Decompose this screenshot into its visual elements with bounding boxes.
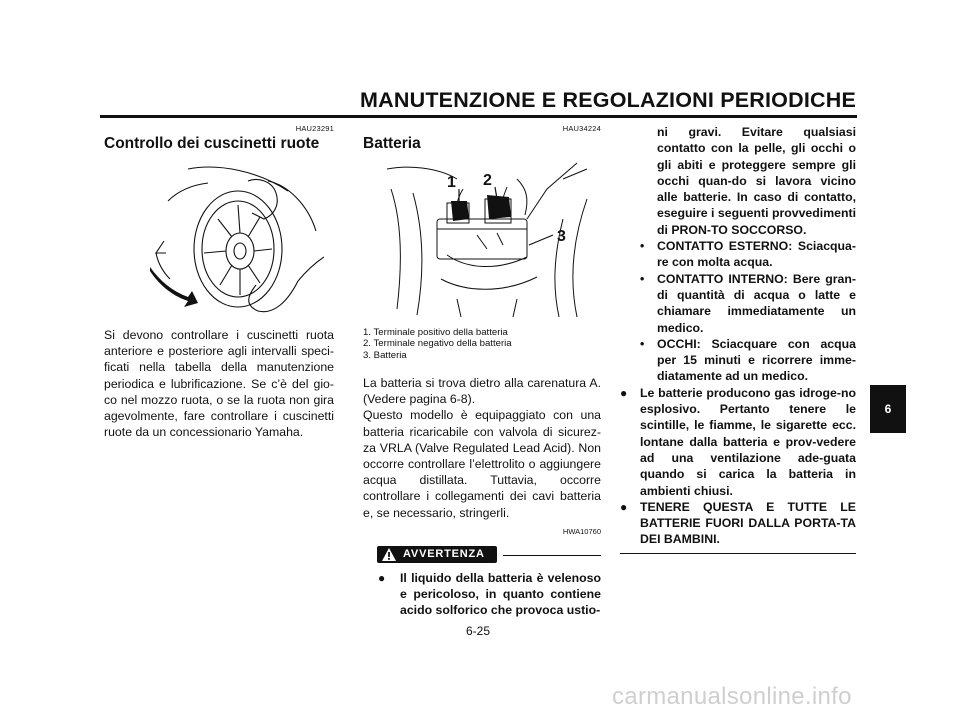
caption-item: 2. Terminale negativo della batteria [363, 338, 512, 350]
warning-rule [503, 555, 601, 556]
watermark: carmanualsonline.info [612, 683, 852, 710]
sub-item-text: CONTATTO ESTERNO: Sciacqua-re con molta acqua. [657, 239, 856, 270]
sub-item [620, 336, 856, 385]
middle-column [363, 118, 601, 619]
battery-caption-list [363, 327, 601, 361]
wheel-bearing-illustration [148, 161, 324, 317]
warning-bullet [363, 570, 601, 619]
battery-label-1: 1 [447, 174, 456, 191]
bullet-text: Le batterie producono gas idroge-no esplosivo. Pertanto tenere le scintille, le fiamme, le sigarette ecc. lontane dalla batteria e prov-vedere ad una ventilazione ade-guata quando si carica la batteria in ambienti chiusi. [640, 385, 856, 498]
sub-bullet-icon: • [640, 239, 645, 254]
warning-bullet [620, 385, 856, 499]
sub-bullet-icon: • [640, 336, 645, 351]
caption-item: 3. Batteria [363, 349, 407, 361]
warning-continuation: ni gravi. Evitare qualsiasi contatto con la pelle, gli occhi o gli abiti e proteggere sempre gli occhi quan-do si lavora vicino alle batterie. In caso di contatto, eseguire i seguenti provvedimenti di PRON-TO SOCCORSO. [657, 125, 856, 237]
page-header-title: MANUTENZIONE E REGOLAZIONI PERIODICHE [360, 88, 856, 112]
section-code: HAU23291 [295, 124, 334, 133]
warning-header [363, 544, 601, 566]
sub-item-text: CONTATTO INTERNO: Bere gran-di quantità di acqua o latte e chiamare immediatamente un medico. [657, 271, 856, 335]
warning-triangle-icon [381, 547, 397, 562]
sub-item [620, 238, 856, 271]
battery-label-2: 2 [483, 172, 492, 189]
warning-code: HWA10760 [562, 526, 601, 536]
chapter-tab: 6 [870, 385, 906, 433]
warning-end-rule [620, 553, 856, 554]
battery-location-paragraph: La batteria si trova dietro alla carenatura A. (Vedere pagina 6-8). [363, 375, 601, 407]
bullet-dot-icon: ● [620, 499, 628, 514]
warning-bullet [620, 499, 856, 548]
page-number: 6-25 [466, 624, 491, 638]
warning-block [363, 527, 601, 619]
section-code: HAU34224 [562, 124, 601, 133]
sub-item [620, 271, 856, 336]
battery-maintenance-paragraph: Questo modello è equipaggiato con una batteria ricaricabile con valvola di sicurez-za VRLA (Valve Regulated Lead Acid). Non occorre controllare l’elettrolito o aggiungere acqua distillata. Tuttavia, occorre controllare i collegamenti dei cavi batteria e, se necessario, stringerli. [363, 408, 601, 520]
wheel-bearing-paragraph: Si devono controllare i cuscinetti ruota anteriore e posteriore agli intervalli speci-ficati nella tabella della manutenzione periodica e lubrificazione. Se c’è del gio-co nel mozzo ruota, o se la ruota non gira agevolmente, fare controllare i cuscinetti ruote da un concessionario Yamaha. [104, 328, 334, 440]
bullet-dot-icon: ● [620, 385, 628, 400]
section-title-battery: Batteria [363, 135, 421, 152]
warning-label: AVVERTENZA [403, 547, 485, 560]
right-column [620, 124, 856, 554]
bullet-dot-icon: ● [378, 570, 386, 585]
caption-item: 1. Terminale positivo della batteria [363, 327, 508, 338]
bullet-text: TENERE QUESTA E TUTTE LE BATTERIE FUORI DALLA PORTA-TA DEI BAMBINI. [640, 499, 856, 547]
battery-illustration [377, 159, 597, 319]
sub-bullet-icon: • [640, 271, 645, 286]
left-column [104, 118, 334, 440]
warning-text: Il liquido della batteria è velenoso e pericoloso, in quanto contiene acido solforico che provoca ustio- [400, 570, 601, 618]
section-title-wheel-bearings: Controllo dei cuscinetti ruote [104, 135, 320, 152]
battery-label-3: 3 [557, 228, 566, 245]
sub-item-text: OCCHI: Sciacquare con acqua per 15 minuti e ricorrere imme-diatamente ad un medico. [657, 336, 856, 384]
